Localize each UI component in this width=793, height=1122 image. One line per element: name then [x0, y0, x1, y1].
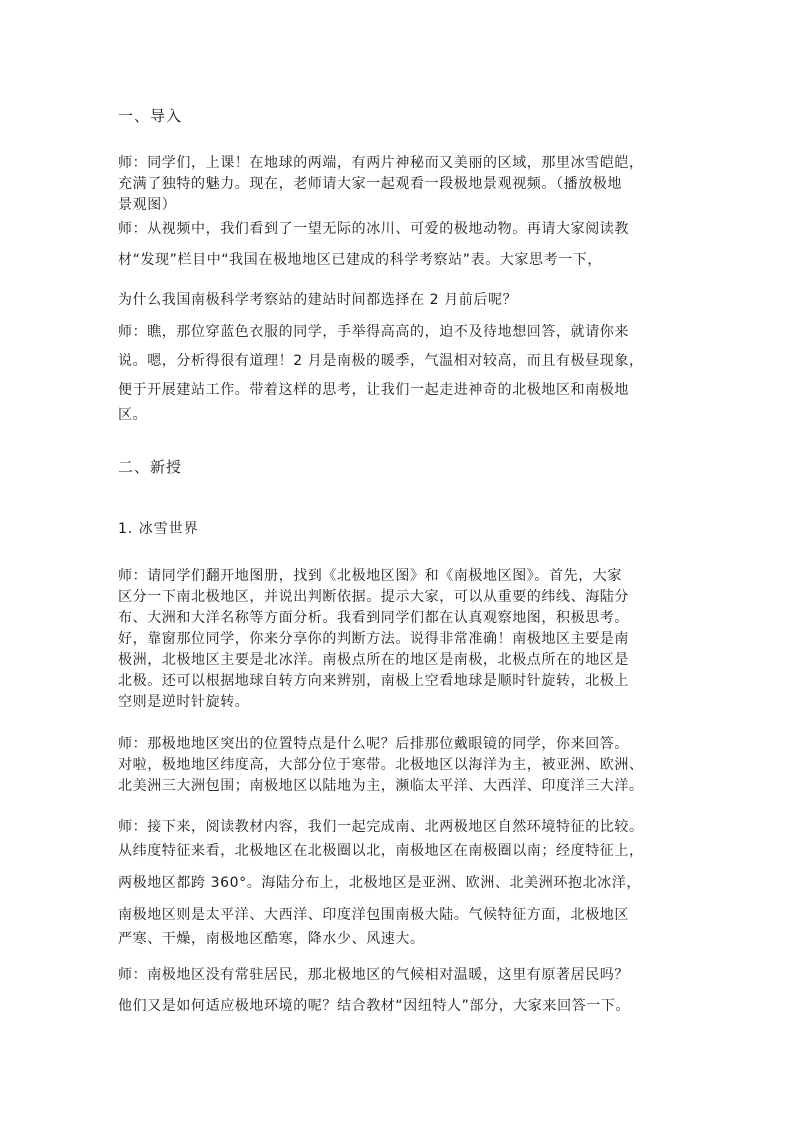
paragraph-intro-answer [118, 318, 684, 425]
paragraph-environment-comparison [118, 817, 684, 950]
text-line: 材“发现”栏目中“我国在极地地区已建成的科学考察站”表。大家思考一下， [118, 252, 603, 268]
text-line: 两极地区都跨 360°。海陆分布上，北极地区是亚洲、欧洲、北美洲环抱北冰洋， [118, 875, 641, 891]
text-line: 区。 [118, 407, 148, 423]
text-line: 从纬度特征来看，北极地区在北极圈以北，南极地区在南极圈以南；经度特征上， [118, 843, 644, 859]
paragraph-intro-greeting [118, 153, 684, 216]
section-heading-intro: 一、导入 [118, 107, 183, 125]
text-line: 为什么我国南极科学考察站的建站时间都选择在 2 月前后呢？ [118, 292, 518, 308]
paragraph-intro-question [118, 218, 684, 320]
text-line: 便于开展建站工作。带着这样的思考，让我们一起走进神奇的北极地区和南极地 [118, 382, 629, 398]
text-line: 极洲，北极地区主要是北冰洋。南极点所在的地区是南极，北极点所在的地区是 [118, 652, 629, 668]
text-line: 好，靠窗那位同学，你来分享你的判断方法。说得非常准确！南极地区主要是南 [118, 631, 629, 647]
text-line: 景观图） [118, 197, 177, 213]
text-line: 北美洲三大洲包围；南极地区以陆地为主，濒临太平洋、大西洋、印度洋三大洋。 [118, 778, 644, 794]
text-line: 师：同学们，上课！在地球的两端，有两片神秘而又美丽的区域，那里冰雪皑皑， [118, 155, 644, 171]
text-line: 空则是逆时针旋转。 [118, 694, 250, 710]
text-line: 布、大洲和大洋名称等方面分析。我看到同学们都在认真观察地图，积极思考。 [118, 610, 629, 626]
paragraph-inuit-question [118, 960, 684, 1022]
text-line: 对啦，极地地区纬度高，大部分位于寒带。北极地区以海洋为主，被亚洲、欧洲、 [118, 757, 644, 773]
text-line: 南极地区则是太平洋、大西洋、印度洋包围南极大陆。气候特征方面，北极地区 [118, 907, 629, 923]
text-line: 他们又是如何适应极地环境的呢？结合教材“因纽特人”部分，大家来回答一下。 [118, 998, 631, 1014]
text-line: 师：南极地区没有常驻居民，那北极地区的气候相对温暖，这里有原著居民吗？ [118, 967, 629, 983]
text-line: 说。嗯，分析得很有道理！2 月是南极的暖季，气温相对较高，而且有极昼现象， [118, 353, 644, 369]
text-line: 师：请同学们翻开地图册，找到《北极地区图》和《南极地区图》。首先，大家 [118, 568, 622, 584]
text-line: 师：瞧，那位穿蓝色衣服的同学，手举得高高的，迫不及待地想回答，就请你来 [118, 324, 629, 340]
text-line: 师：从视频中，我们看到了一望无际的冰川、可爱的极地动物。再请大家阅读教 [118, 221, 629, 237]
text-line: 北极。还可以根据地球自转方向来辨别，南极上空看地球是顺时针旋转，北极上 [118, 673, 629, 689]
subsection-heading-ice-world: 1. 冰雪世界 [118, 521, 199, 537]
text-line: 区分一下南北极地区，并说出判断依据。提示大家，可以从重要的纬线、海陆分 [118, 589, 629, 605]
paragraph-location-features [118, 734, 684, 797]
text-line: 师：接下来，阅读教材内容，我们一起完成南、北两极地区自然环境特征的比较。 [118, 819, 644, 835]
text-line: 充满了独特的魅力。现在，老师请大家一起观看一段极地景观视频。（播放极地 [118, 176, 622, 192]
section-heading-new: 二、新授 [118, 458, 183, 476]
text-line: 严寒、干燥，南极地区酷寒，降水少、风速大。 [118, 931, 425, 947]
paragraph-map-analysis [118, 566, 684, 713]
text-line: 师：那极地地区突出的位置特点是什么呢？后排那位戴眼镜的同学，你来回答。 [118, 736, 629, 752]
